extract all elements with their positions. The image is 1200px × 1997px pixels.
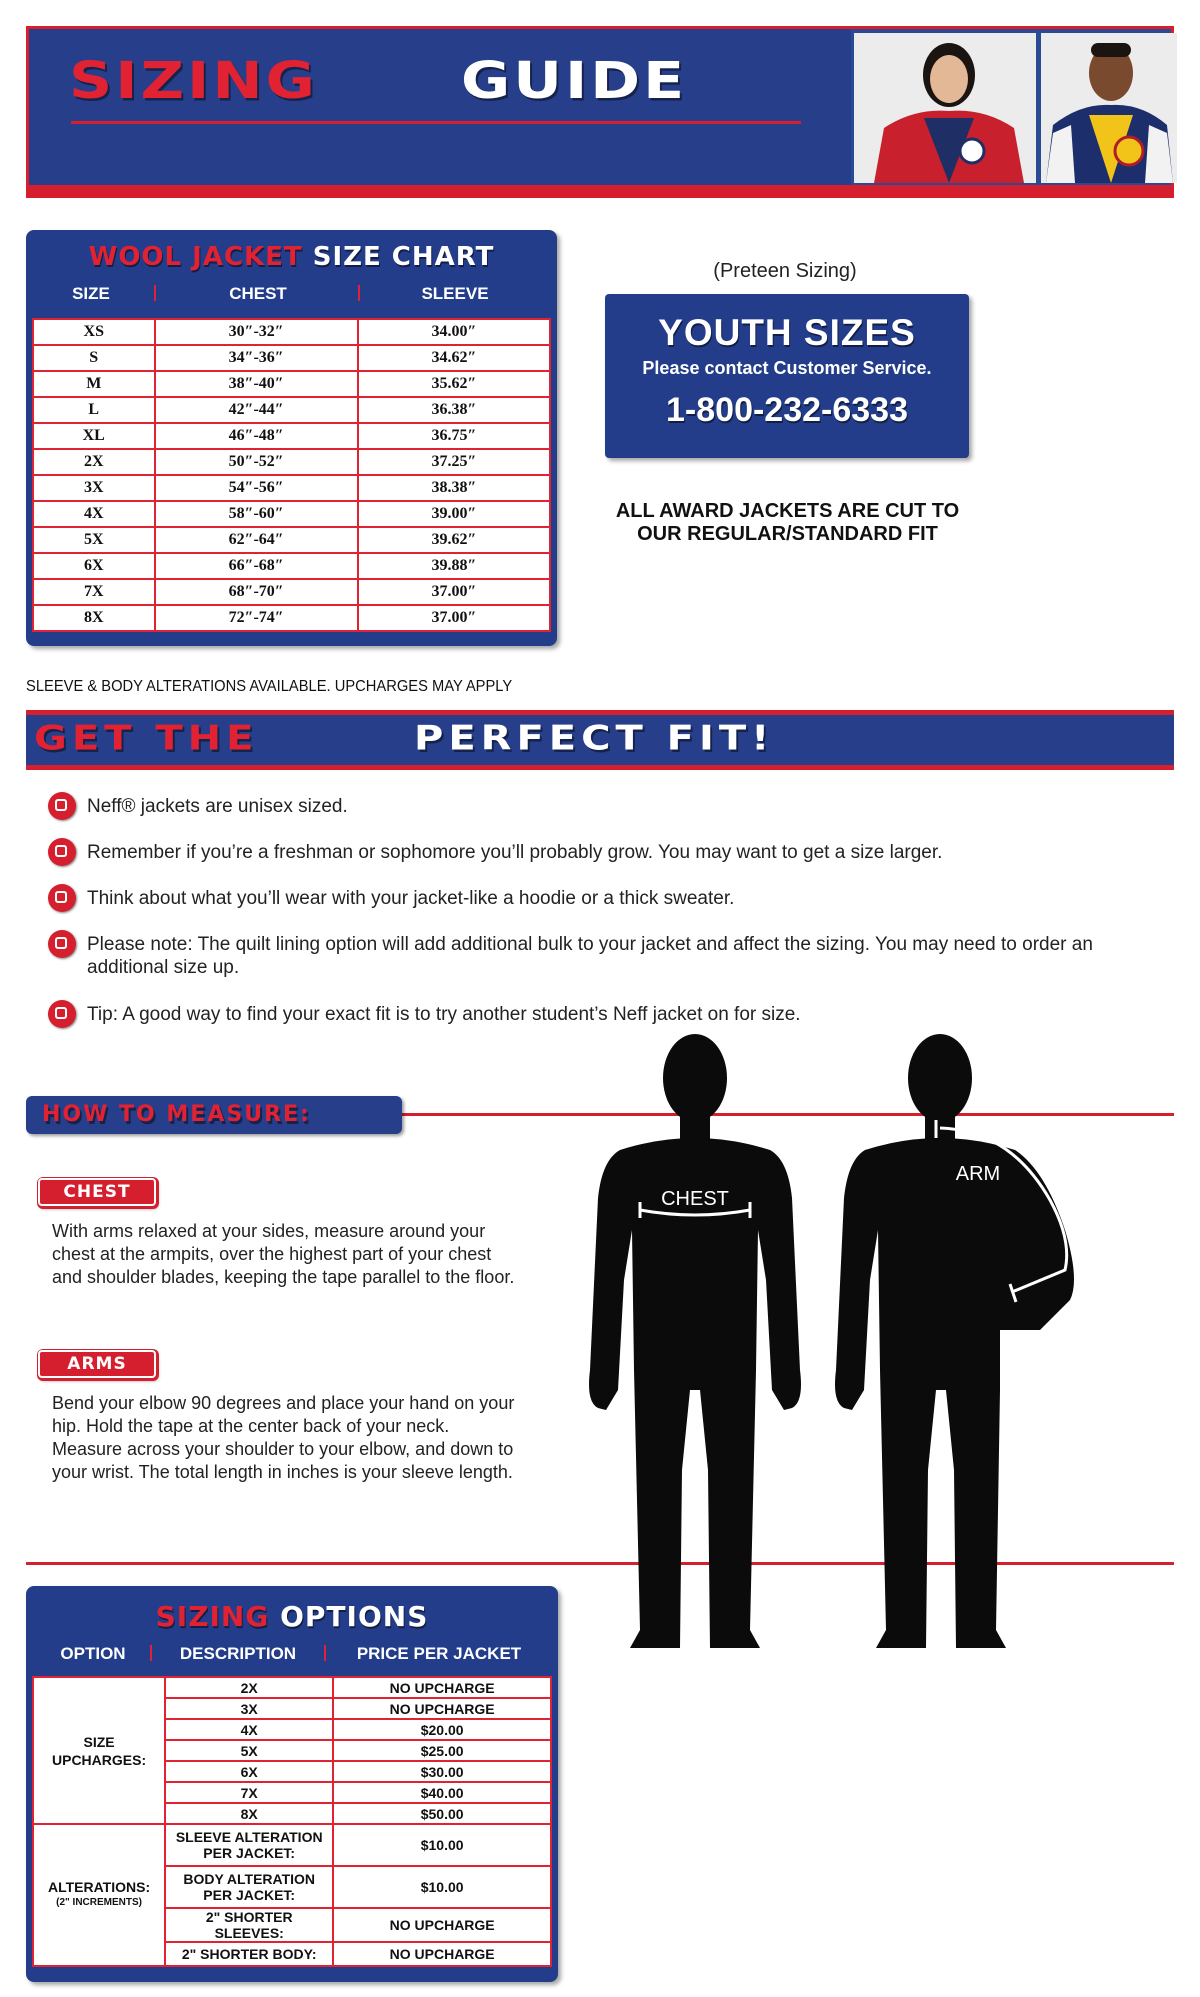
- chest-cell: 68″-70″: [155, 579, 358, 605]
- perfect-fit-title-part2: PERFECT FIT!: [414, 719, 775, 759]
- sleeve-column-header: SLEEVE: [421, 284, 489, 303]
- youth-subtitle: Please contact Customer Service.: [642, 358, 932, 378]
- header-bottom-bar: [29, 185, 1171, 195]
- fit-note: [600, 500, 975, 546]
- size-row: [33, 449, 550, 475]
- fit-note-line2: OUR REGULAR/STANDARD FIT: [637, 523, 938, 545]
- sleeve-cell: 37.25″: [358, 449, 550, 475]
- chest-tag: CHEST: [38, 1178, 156, 1206]
- chest-cell: 46″-48″: [155, 423, 358, 449]
- header-title-area: [29, 29, 851, 195]
- alteration-price-cell: NO UPCHARGE: [333, 1942, 551, 1966]
- chest-instructions: With arms relaxed at your sides, measure around your chest at the armpits, over the highest part of your chest and shoulder blades, keeping the tape parallel to the floor.: [52, 1221, 515, 1287]
- sleeve-cell: 37.00″: [358, 605, 550, 631]
- student-photo-girl: [854, 33, 1036, 183]
- size-cell: 6X: [33, 553, 155, 579]
- sleeve-cell: 39.88″: [358, 553, 550, 579]
- upcharge-size-cell: 7X: [165, 1782, 333, 1803]
- front-figure-silhouette: [589, 1034, 801, 1648]
- alteration-description-cell: 2" SHORTER SLEEVES:: [165, 1908, 333, 1942]
- upcharge-price-cell: $30.00: [333, 1761, 551, 1782]
- sleeve-cell: 35.62″: [358, 371, 550, 397]
- size-cell: 8X: [33, 605, 155, 631]
- sleeve-cell: 36.75″: [358, 423, 550, 449]
- alteration-description-cell: BODY ALTERATION PER JACKET:: [165, 1866, 333, 1908]
- size-row: [33, 345, 550, 371]
- sizing-options-panel: [26, 1586, 558, 1982]
- chest-cell: 34″-36″: [155, 345, 358, 371]
- figure-chest-label: CHEST: [661, 1188, 729, 1210]
- bullet-icon: [48, 792, 76, 820]
- size-chart-panel: [26, 230, 557, 646]
- upcharge-row: [33, 1677, 551, 1698]
- size-row: [33, 475, 550, 501]
- alteration-price-cell: NO UPCHARGE: [333, 1908, 551, 1942]
- size-cell: XL: [33, 423, 155, 449]
- youth-title: YOUTH SIZES: [658, 312, 916, 353]
- chest-cell: 50″-52″: [155, 449, 358, 475]
- how-to-measure-pill: [26, 1096, 402, 1134]
- size-cell: 2X: [33, 449, 155, 475]
- arms-tag: ARMS: [38, 1350, 156, 1378]
- alteration-description-cell: 2" SHORTER BODY:: [165, 1942, 333, 1966]
- tip-quilt-lining: Please note: The quilt lining option will add additional bulk to your jacket and affect the sizing. You may need to order an additional size up.: [87, 934, 1093, 978]
- size-row: [33, 397, 550, 423]
- size-cell: XS: [33, 319, 155, 345]
- upcharge-size-cell: 2X: [165, 1677, 333, 1698]
- size-row: [33, 319, 550, 345]
- youth-sizes-box: [605, 294, 969, 458]
- size-chart-title-part2: SIZE CHART: [312, 242, 495, 272]
- chest-cell: 38″-40″: [155, 371, 358, 397]
- upcharge-size-cell: 6X: [165, 1761, 333, 1782]
- bullet-icon: [48, 884, 76, 912]
- alteration-price-cell: $10.00: [333, 1866, 551, 1908]
- size-cell: 3X: [33, 475, 155, 501]
- size-row: [33, 423, 550, 449]
- upcharge-price-cell: NO UPCHARGE: [333, 1677, 551, 1698]
- option-column-header: OPTION: [60, 1644, 126, 1663]
- size-column-header: SIZE: [72, 284, 110, 303]
- size-row: [33, 553, 550, 579]
- alterations-note: SLEEVE & BODY ALTERATIONS AVAILABLE. UPCHARGES MAY APPLY: [26, 678, 513, 695]
- chest-cell: 42″-44″: [155, 397, 358, 423]
- size-chart-table: [32, 318, 551, 632]
- sleeve-cell: 36.38″: [358, 397, 550, 423]
- header-title-sizing: SIZING: [69, 51, 318, 111]
- perfect-fit-title-part1: GET THE: [34, 719, 259, 759]
- size-row: [33, 527, 550, 553]
- alteration-description-cell: SLEEVE ALTERATION PER JACKET:: [165, 1824, 333, 1866]
- chest-cell: 58″-60″: [155, 501, 358, 527]
- size-chart-title: [26, 242, 557, 272]
- arms-instructions: Bend your elbow 90 degrees and place your hand on your hip. Hold the tape at the center back of your neck. Measure across your shoulder to your elbow, and down to your wrist. The total length in inches is your sleeve length.: [52, 1393, 515, 1482]
- youth-phone-link[interactable]: 1-800-232-6333: [666, 391, 908, 429]
- header-banner: [26, 26, 1174, 198]
- chest-cell: 66″-68″: [155, 553, 358, 579]
- description-column-header: DESCRIPTION: [179, 1644, 297, 1663]
- preteen-caption: (Preteen Sizing): [713, 260, 857, 282]
- chest-column-header: CHEST: [229, 284, 287, 303]
- upcharge-price-cell: $50.00: [333, 1803, 551, 1824]
- size-cell: 4X: [33, 501, 155, 527]
- back-figure-silhouette: [835, 1034, 1074, 1648]
- sizing-options-title-part2: OPTIONS: [280, 1600, 429, 1633]
- alterations-sublabel: (2" INCREMENTS): [56, 1897, 142, 1908]
- size-row: [33, 501, 550, 527]
- sleeve-cell: 34.62″: [358, 345, 550, 371]
- upcharge-price-cell: $25.00: [333, 1740, 551, 1761]
- sleeve-cell: 39.62″: [358, 527, 550, 553]
- tip-try-on: Tip: A good way to find your exact fit is to try another student’s Neff jacket on for size.: [87, 1004, 801, 1025]
- chest-cell: 30″-32″: [155, 319, 358, 345]
- chest-cell: 54″-56″: [155, 475, 358, 501]
- fit-note-line1: ALL AWARD JACKETS ARE CUT TO: [615, 500, 960, 522]
- sleeve-cell: 38.38″: [358, 475, 550, 501]
- student-photo-boy: [1041, 33, 1177, 183]
- size-cell: 5X: [33, 527, 155, 553]
- size-cell: 7X: [33, 579, 155, 605]
- upcharge-price-cell: $20.00: [333, 1719, 551, 1740]
- chest-cell: 62″-64″: [155, 527, 358, 553]
- body-silhouette-figures: [560, 1030, 1120, 1652]
- size-row: [33, 605, 550, 631]
- header-underline: [71, 121, 801, 124]
- upcharge-size-cell: 4X: [165, 1719, 333, 1740]
- size-upcharges-label: SIZE UPCHARGES:: [33, 1677, 165, 1824]
- upcharge-size-cell: 8X: [165, 1803, 333, 1824]
- upcharge-price-cell: NO UPCHARGE: [333, 1698, 551, 1719]
- price-column-header: PRICE PER JACKET: [356, 1644, 522, 1663]
- sleeve-cell: 39.00″: [358, 501, 550, 527]
- sleeve-cell: 37.00″: [358, 579, 550, 605]
- tip-grow: Remember if you’re a freshman or sophomore you’ll probably grow. You may want to get a size larger.: [87, 842, 943, 863]
- chest-cell: 72″-74″: [155, 605, 358, 631]
- sleeve-cell: 34.00″: [358, 319, 550, 345]
- size-row: [33, 371, 550, 397]
- tip-unisex: Neff® jackets are unisex sized.: [87, 796, 348, 817]
- perfect-fit-banner: [26, 710, 1174, 770]
- bullet-icon: [48, 838, 76, 866]
- bullet-icon: [48, 930, 76, 958]
- figure-arm-label: ARM: [955, 1163, 1001, 1185]
- size-cell: S: [33, 345, 155, 371]
- upcharge-size-cell: 3X: [165, 1698, 333, 1719]
- sizing-options-title: [26, 1600, 558, 1633]
- alterations-label-cell: [33, 1824, 165, 1966]
- header-title-guide: GUIDE: [461, 51, 688, 111]
- size-cell: M: [33, 371, 155, 397]
- alteration-row: [33, 1824, 551, 1866]
- bullet-icon: [48, 1000, 76, 1028]
- upcharge-price-cell: $40.00: [333, 1782, 551, 1803]
- tip-layers: Think about what you’ll wear with your jacket-like a hoodie or a thick sweater.: [87, 888, 735, 909]
- upcharge-size-cell: 5X: [165, 1740, 333, 1761]
- alterations-label: ALTERATIONS:: [47, 1879, 151, 1895]
- sizing-options-table: [32, 1676, 552, 1967]
- sizing-options-title-part1: SIZING: [155, 1600, 270, 1633]
- size-chart-title-part1: WOOL JACKET: [88, 242, 303, 272]
- alteration-price-cell: $10.00: [333, 1824, 551, 1866]
- size-row: [33, 579, 550, 605]
- size-cell: L: [33, 397, 155, 423]
- how-to-measure-title: HOW TO MEASURE:: [42, 1102, 311, 1127]
